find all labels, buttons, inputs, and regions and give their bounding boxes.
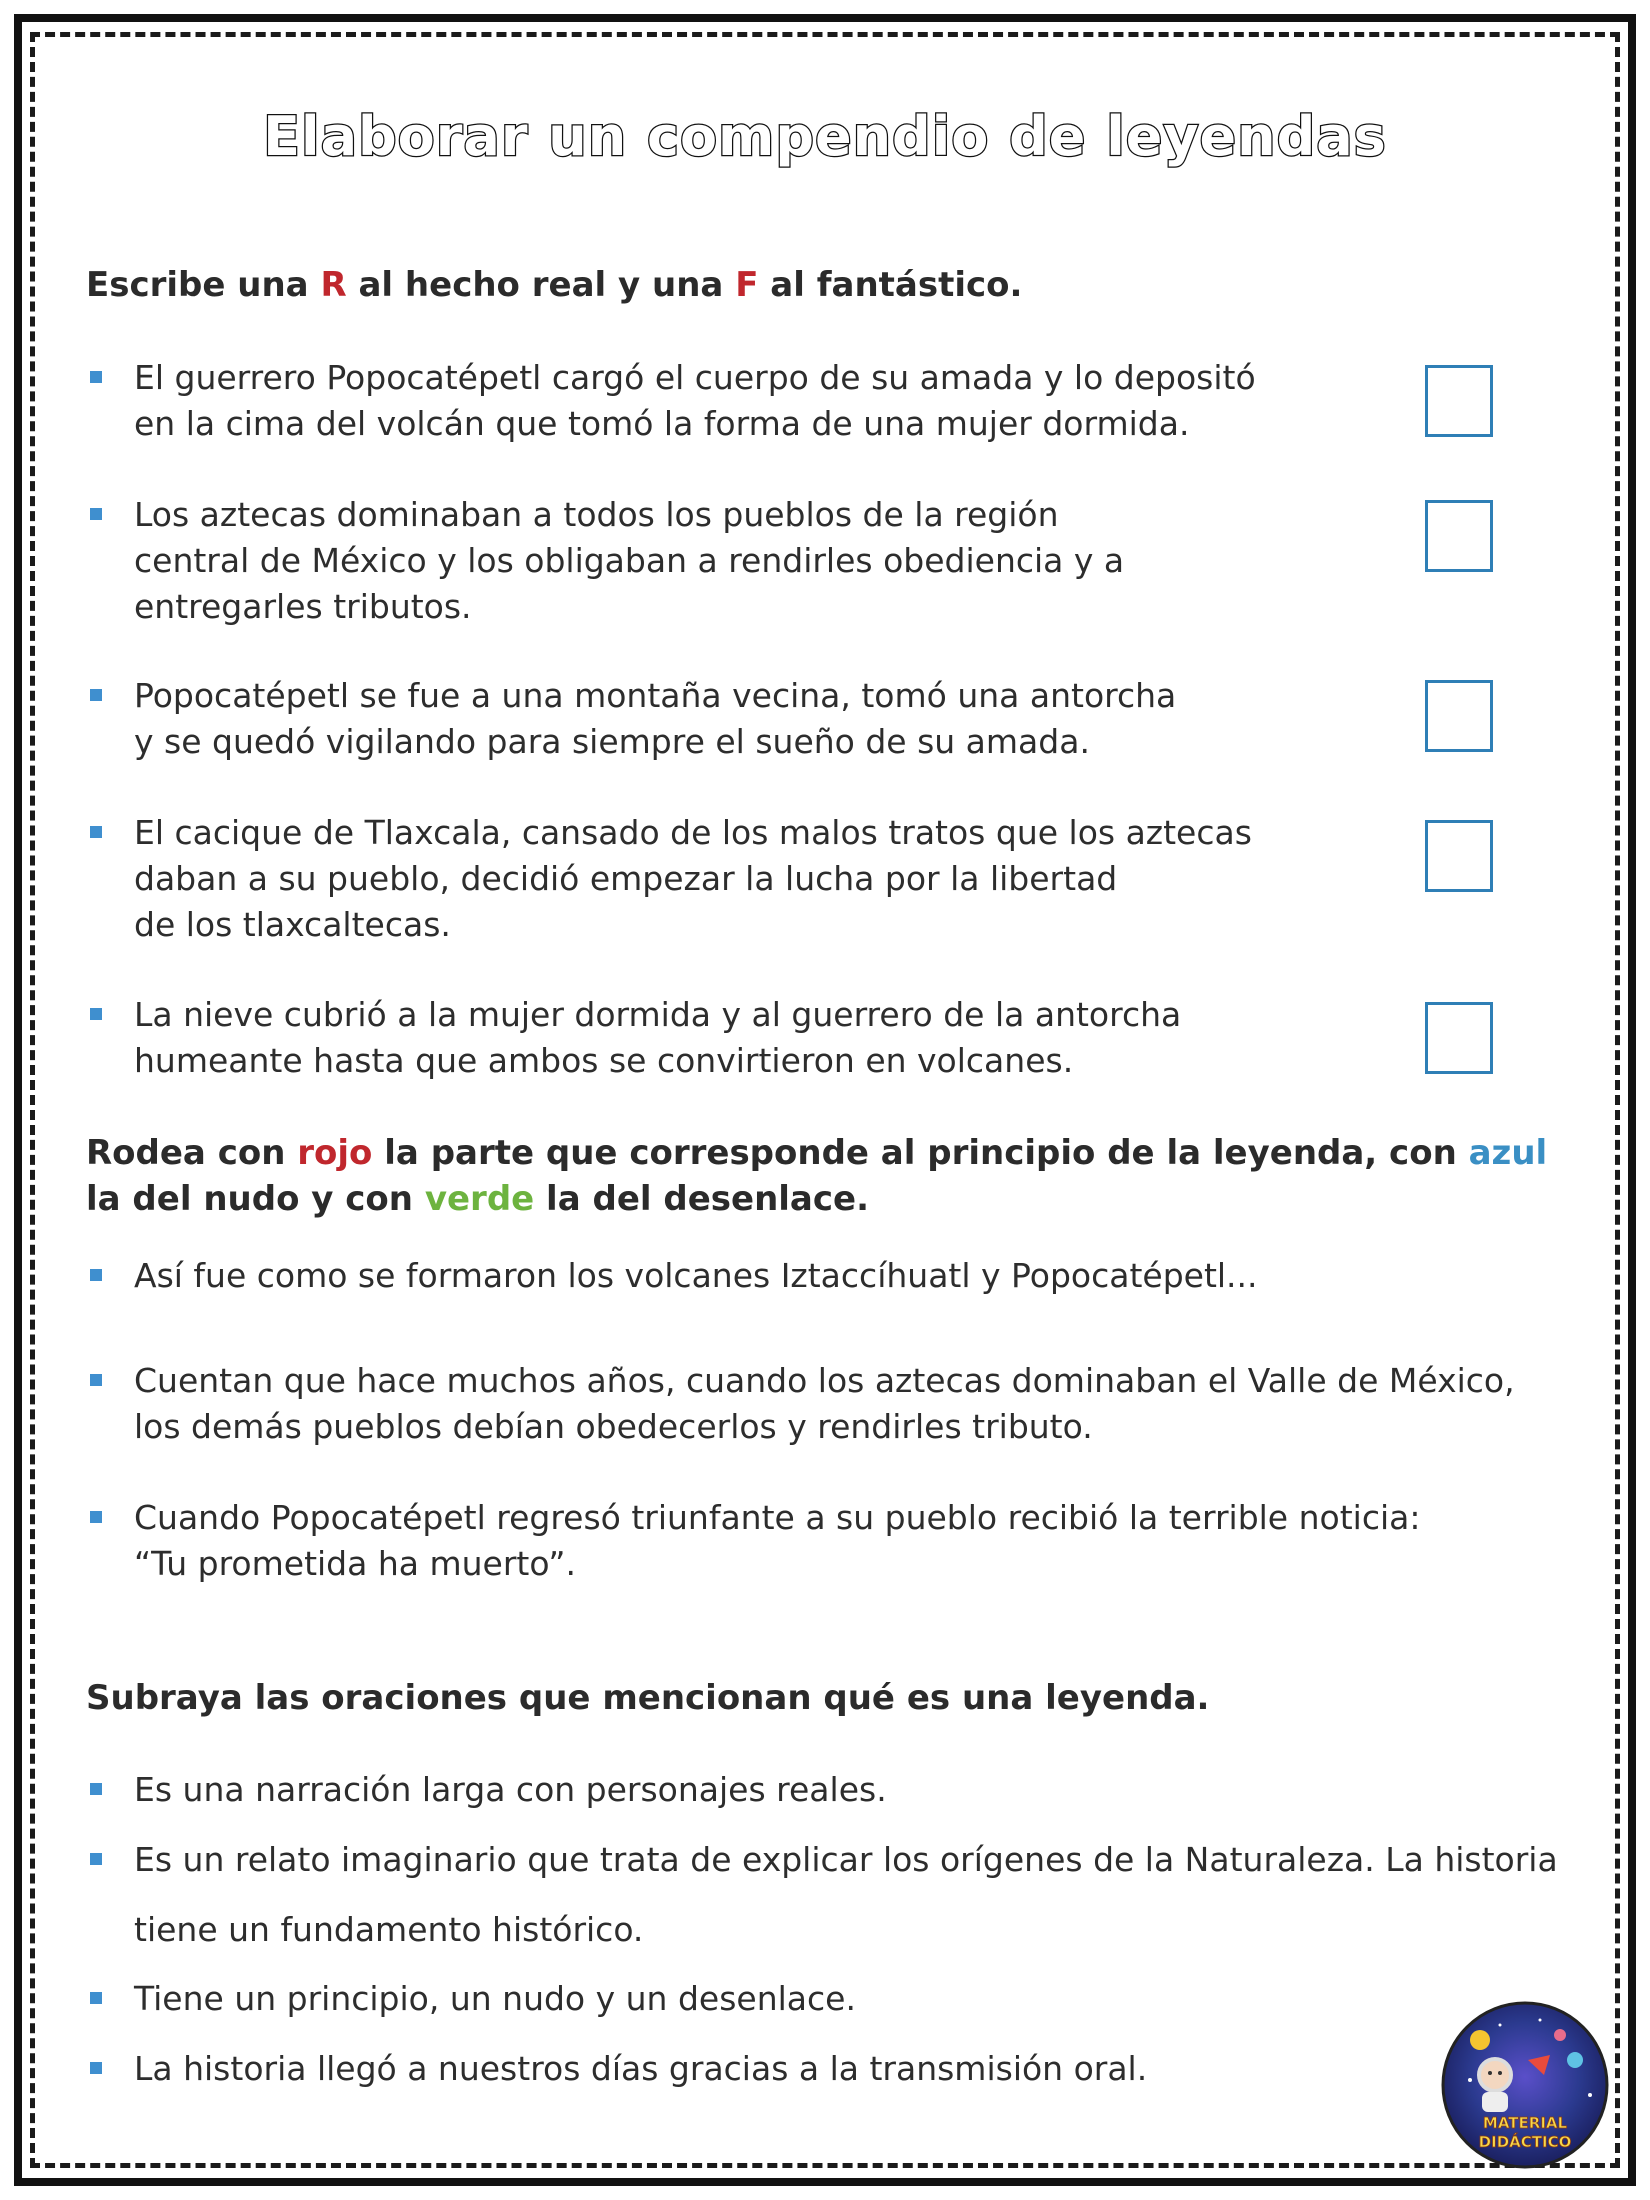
bullet-icon (90, 826, 102, 838)
bullet-icon (90, 1992, 102, 2004)
answer-box-2[interactable] (1425, 500, 1493, 572)
bullet-icon (90, 1374, 102, 1386)
instruction-2-text: la del desenlace. (534, 1179, 870, 1219)
bullet-icon (90, 1008, 102, 1020)
item-text: Cuentan que hace muchos años, cuando los aztecas dominaban el Valle de México, los demás pueblos debían obedecerlos y rendirles tributo. (134, 1361, 1515, 1446)
item-text: Así fue como se formaron los volcanes Iztaccíhuatl y Popocatépetl... (134, 1256, 1258, 1295)
list-item (90, 992, 1181, 1084)
word-verde: verde (424, 1179, 535, 1219)
item-text: El guerrero Popocatépetl cargó el cuerpo de su amada y lo depositó en la cima del volcán que tomó la forma de una mujer dormida. (134, 358, 1256, 443)
list-item (90, 810, 1252, 948)
item-text: Tiene un principio, un nudo y un desenlace. (134, 1979, 856, 2018)
instruction-2-text: la parte que corresponde al principio de la leyenda, con (372, 1133, 1469, 1173)
answer-box-3[interactable] (1425, 680, 1493, 752)
list-item (90, 2046, 1147, 2092)
instruction-1 (86, 262, 1022, 308)
list-item (90, 1495, 1420, 1587)
letter-f: F (735, 265, 759, 305)
sun-icon (1470, 2030, 1490, 2050)
bullet-icon (90, 508, 102, 520)
instruction-1-text: Escribe una (86, 265, 321, 305)
list-item (90, 492, 1124, 630)
list-item-continuation (90, 1907, 643, 1953)
answer-box-1[interactable] (1425, 365, 1493, 437)
instruction-1-text: al hecho real y una (346, 265, 736, 305)
list-item (90, 673, 1176, 765)
page-title: Elaborar un compendio de leyendas (263, 105, 1387, 168)
instruction-2-text: Rodea con (86, 1133, 298, 1173)
item-text: La nieve cubrió a la mujer dormida y al guerrero de la antorcha humeante hasta que ambos se convirtieron en volcanes. (134, 995, 1182, 1080)
answer-box-4[interactable] (1425, 820, 1493, 892)
bullet-icon (90, 1511, 102, 1523)
list-item (90, 1767, 887, 1813)
word-rojo: rojo (297, 1133, 373, 1173)
answer-box-5[interactable] (1425, 1002, 1493, 1074)
bullet-icon (90, 1783, 102, 1795)
logo-text-2: DIDÁCTICO (1478, 2133, 1572, 2151)
list-item (90, 1837, 1558, 1883)
item-text: El cacique de Tlaxcala, cansado de los malos tratos que los aztecas daban a su pueblo, decidió empezar la lucha por la libertad de los tlaxcaltecas. (134, 813, 1252, 944)
item-text: tiene un fundamento histórico. (134, 1910, 644, 1949)
logo-text-1: MATERIAL (1482, 2114, 1568, 2132)
planet-icon (1567, 2052, 1583, 2068)
bullet-icon (90, 1853, 102, 1865)
word-azul: azul (1468, 1133, 1548, 1173)
astronaut-icon (1479, 2059, 1511, 2091)
item-text: Los aztecas dominaban a todos los pueblos de la región central de México y los obligaban a rendirles obediencia y a entregarles tributos. (134, 495, 1125, 626)
item-text: Es una narración larga con personajes reales. (134, 1770, 887, 1809)
item-text: Es un relato imaginario que trata de explicar los orígenes de la Naturaleza. La historia (134, 1840, 1558, 1879)
list-item (90, 1976, 856, 2022)
bullet-icon (90, 2062, 102, 2074)
instruction-1-text: al fantástico. (758, 265, 1023, 305)
bullet-icon (90, 689, 102, 701)
letter-r: R (320, 265, 347, 305)
item-text: Popocatépetl se fue a una montaña vecina, tomó una antorcha y se quedó vigilando para siempre el sueño de su amada. (134, 676, 1177, 761)
list-item (90, 355, 1256, 447)
instruction-2-text: la del nudo y con (86, 1179, 425, 1219)
list-item (90, 1253, 1258, 1299)
item-text: Cuando Popocatépetl regresó triunfante a su pueblo recibió la terrible noticia: “Tu prometida ha muerto”. (134, 1498, 1421, 1583)
list-item (90, 1358, 1515, 1450)
material-didactico-logo (1440, 2000, 1610, 2170)
planet-icon (1554, 2029, 1566, 2041)
instruction-2 (86, 1130, 1547, 1222)
item-text: La historia llegó a nuestros días gracias a la transmisión oral. (134, 2049, 1148, 2088)
bullet-icon (90, 371, 102, 383)
bullet-icon (90, 1269, 102, 1281)
instruction-3: Subraya las oraciones que mencionan qué es una leyenda. (86, 1678, 1210, 1718)
